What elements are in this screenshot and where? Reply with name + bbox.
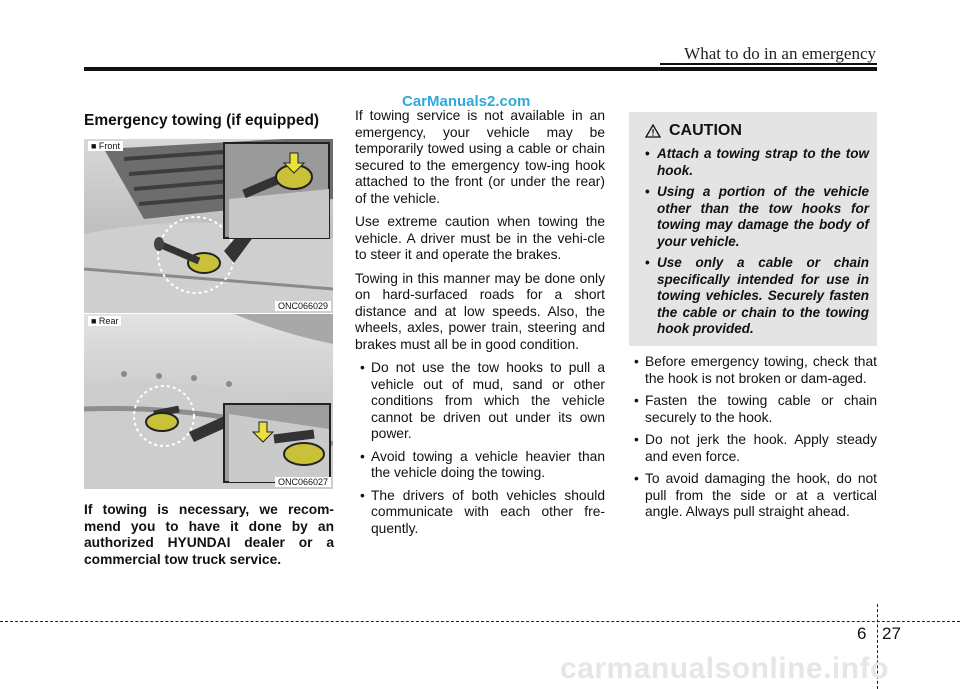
precaution-list xyxy=(629,354,877,521)
dealer-recommendation: If towing is necessary, we recom-mend you to have it done by an authorized HYUNDAI dealer or a commercial tow truck service. xyxy=(84,502,334,567)
header-rule xyxy=(84,67,877,71)
figure-front-code: ONC066029 xyxy=(275,301,331,311)
page-number: 27 xyxy=(882,624,901,643)
caution-list xyxy=(641,146,869,338)
warning-triangle-icon xyxy=(645,124,661,138)
caution-item: • Use only a cable or chain specifically intended for use in towing vehicles. Securely fasten the cable or chain to the towing hook provided. xyxy=(641,255,869,338)
caution-item: • Using a portion of the vehicle other than the tow hooks for towing may damage the body of your vehicle. xyxy=(641,184,869,250)
paragraph: Use extreme caution when towing the vehicle. A driver must be in the vehi-cle to steer it and operate the brakes. xyxy=(355,214,605,262)
front-bumper-illustration xyxy=(84,139,333,313)
hook-precautions xyxy=(629,354,877,527)
running-header: What to do in an emergency xyxy=(684,44,876,63)
list-item: • Fasten the towing cable or chain securely to the hook. xyxy=(629,393,877,426)
caution-heading xyxy=(645,122,869,140)
towing-instructions xyxy=(355,108,605,543)
figure-front xyxy=(84,139,333,313)
list-item: • Do not jerk the hook. Apply steady and even force. xyxy=(629,432,877,465)
list-item: • Before emergency towing, check that the hook is not broken or dam-aged. xyxy=(629,354,877,387)
figure-rear-label: ■ Rear xyxy=(88,316,121,326)
list-item: • Do not use the tow hooks to pull a vehicle out of mud, sand or other conditions from which the vehicle cannot be driven out under its own power. xyxy=(355,360,605,443)
footer-divider xyxy=(0,621,960,622)
section-title: Emergency towing (if equipped) xyxy=(84,112,320,129)
watermark-bottom: carmanualsonline.info xyxy=(560,652,889,685)
list-item: • To avoid damaging the hook, do not pull from the side or at a vertical angle. Always pull straight ahead. xyxy=(629,471,877,521)
watermark-top: CarManuals2.com xyxy=(402,93,531,110)
caution-title: CAUTION xyxy=(669,122,742,139)
caution-item: • Attach a towing strap to the tow hook. xyxy=(641,146,869,179)
towing-bullet-list xyxy=(355,360,605,537)
figure-rear-code: ONC066027 xyxy=(275,477,331,487)
paragraph: Towing in this manner may be done only on hard-surfaced roads for a short distance and at low speeds. Also, the wheels, axles, power train, steering and brakes must all be in good condition. xyxy=(355,270,605,352)
list-item: • The drivers of both vehicles should communicate with each other fre-quently. xyxy=(355,488,605,538)
chapter-number: 6 xyxy=(857,624,867,643)
header-rule-accent xyxy=(660,63,877,65)
list-item: • Avoid towing a vehicle heavier than the vehicle doing the towing. xyxy=(355,449,605,482)
figure-rear xyxy=(84,314,333,489)
caution-box xyxy=(629,112,877,346)
paragraph: If towing service is not available in an emergency, your vehicle may be temporarily towed using a cable or chain secured to the emergency tow-ing hook attached to the front (or under the rear) of the vehicle. xyxy=(355,108,605,206)
rear-bumper-illustration xyxy=(84,314,333,489)
figure-front-label: ■ Front xyxy=(88,141,123,151)
